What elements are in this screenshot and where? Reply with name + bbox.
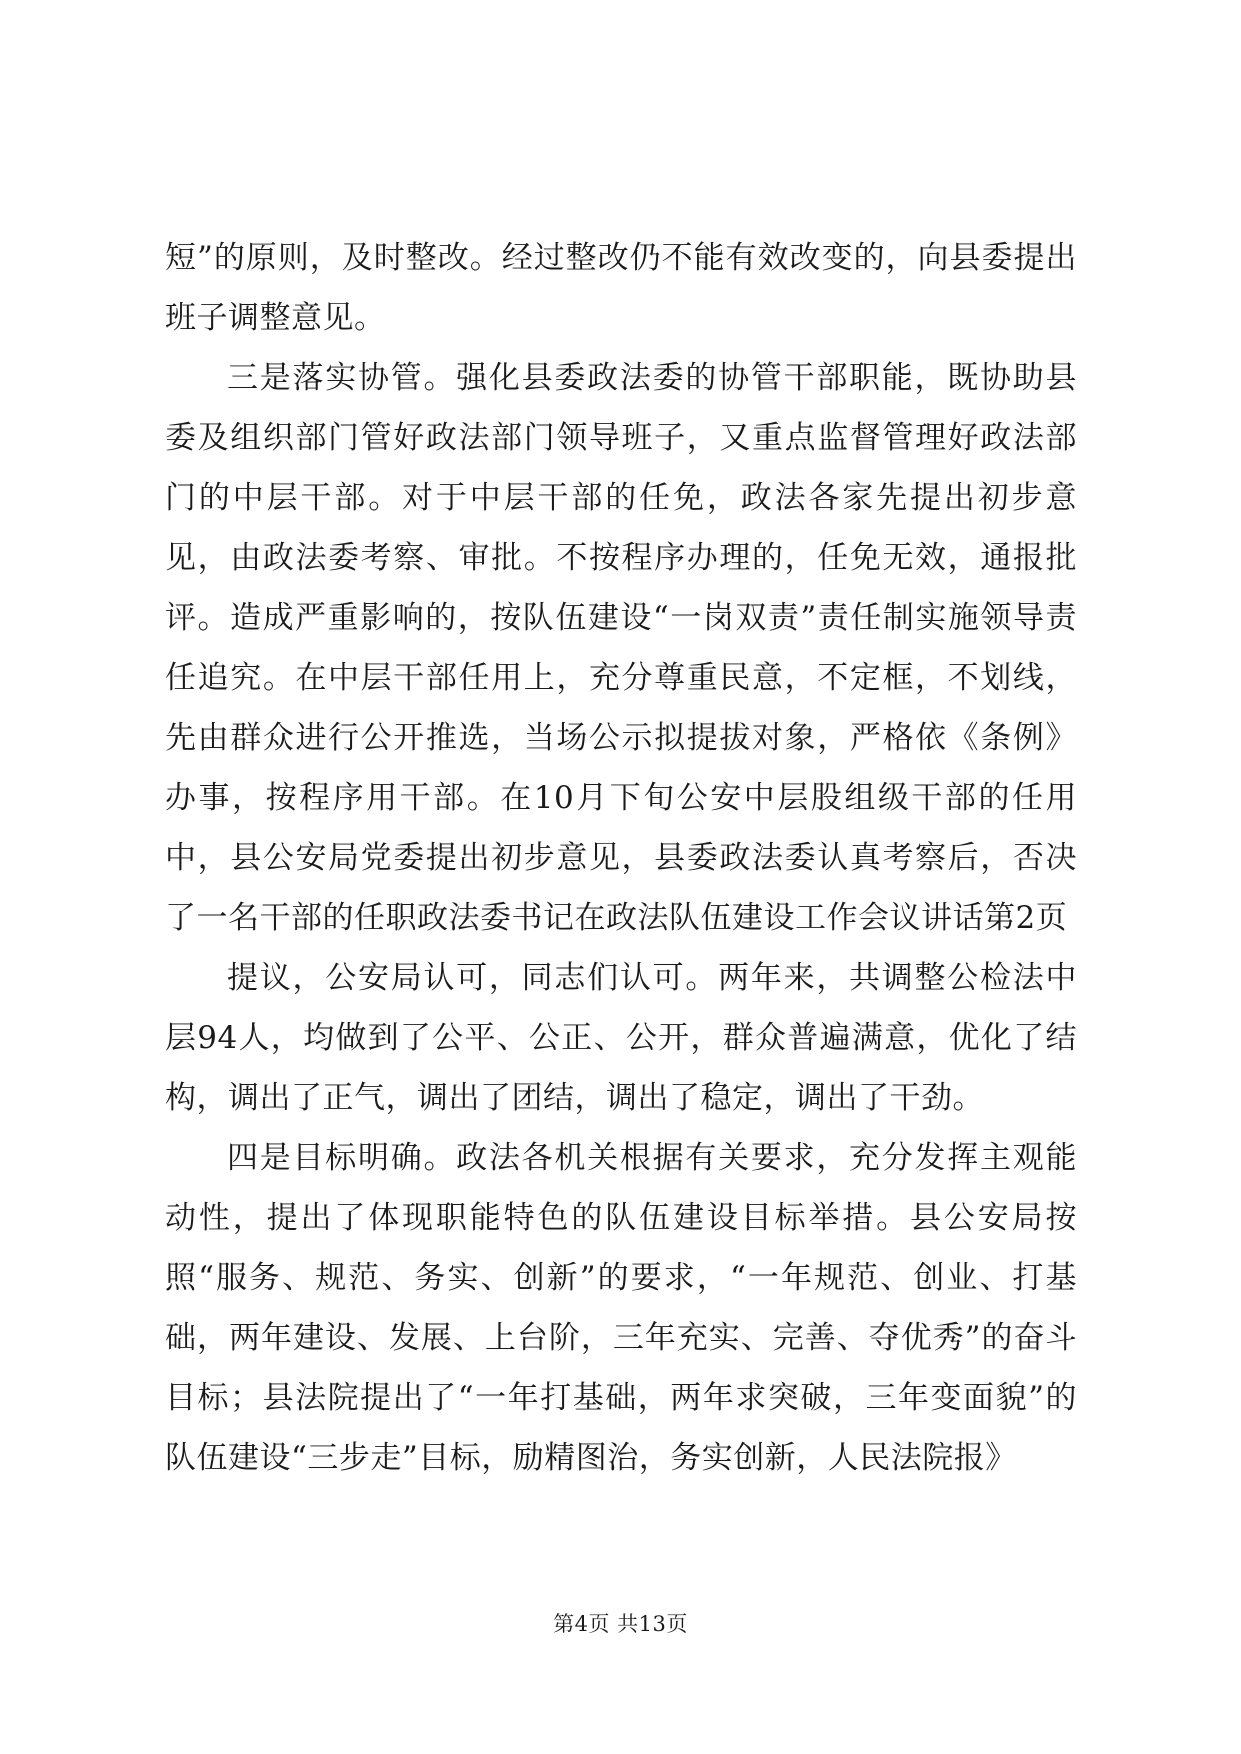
paragraph-2: 三是落实协管。强化县委政法委的协管干部职能，既协助县委及组织部门管好政法部门领导班子，又重点监督管理好政法部门的中层干部。对于中层干部的任免，政法各家先提出初步意见，由政法委考察、审批。不按程序办理的，任免无效，通报批评。造成严重影响的，按队伍建设“一岗双责”责任制实施领导责任追究。在中层干部任用上，充分尊重民意，不定框，不划线，先由群众进行公开推选，当场公示拟提拔对象，严格依《条例》办事，按程序用干部。在10月下旬公安中层股组级干部的任用中，县公安局党委提出初步意见，县委政法委认真考察后，否决了一名干部的任职政法委书记在政法队伍建设工作会议讲话第2页	[165, 360, 1077, 936]
paragraph-3: 提议，公安局认可，同志们认可。两年来，共调整公检法中层94人，均做到了公平、公正、公开，群众普遍满意，优化了结构，调出了正气，调出了团结，调出了稳定，调出了干劲。	[165, 960, 1077, 1116]
page-footer: 第4页 共13页	[553, 1612, 688, 1636]
document-body	[165, 228, 1077, 1488]
paragraph-4: 四是目标明确。政法各机关根据有关要求，充分发挥主观能动性，提出了体现职能特色的队伍建设目标举措。县公安局按照“服务、规范、务实、创新”的要求，“一年规范、创业、打基础，两年建设、发展、上台阶，三年充实、完善、夺优秀”的奋斗目标；县法院提出了“一年打基础，两年求突破，三年变面貌”的队伍建设“三步走”目标，励精图治，务实创新，人民法院报》	[165, 1140, 1077, 1476]
paragraph-1: 短”的原则，及时整改。经过整改仍不能有效改变的，向县委提出班子调整意见。	[165, 240, 1077, 336]
